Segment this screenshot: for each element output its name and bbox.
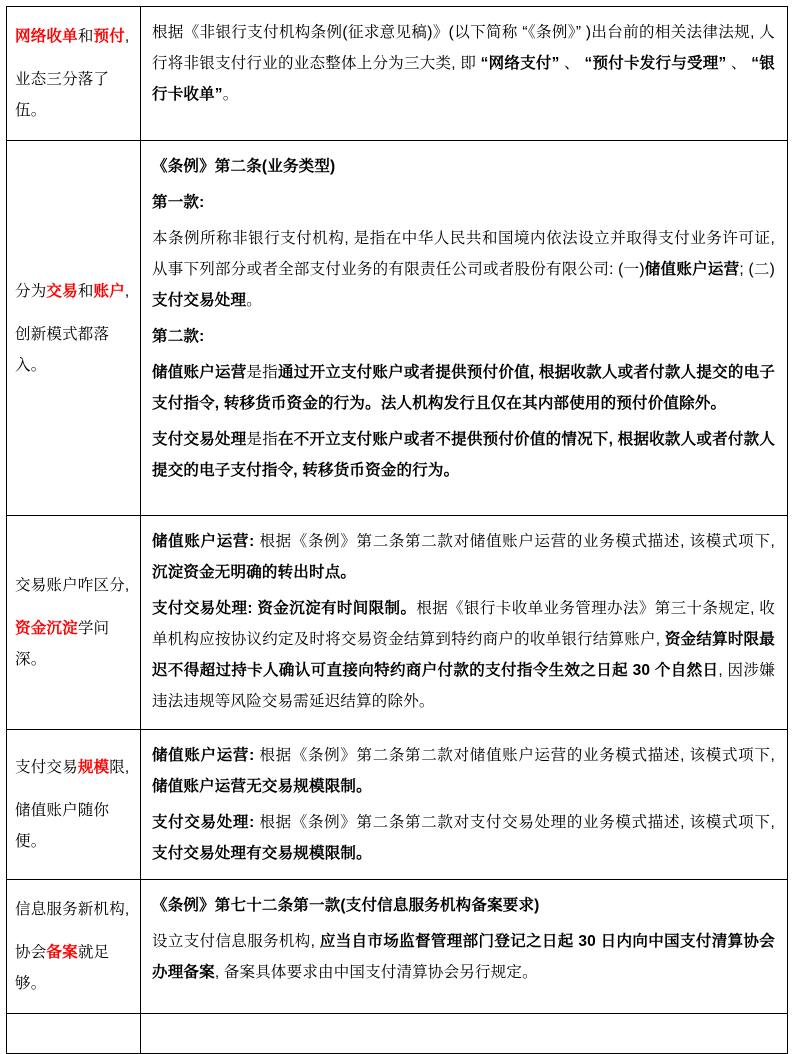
text-run: 信息服务新机构,	[15, 901, 130, 918]
text-run: ,	[124, 28, 130, 45]
text-run: 是指	[246, 431, 278, 448]
paragraph	[152, 151, 775, 182]
paragraph	[152, 807, 775, 869]
paragraph	[152, 593, 775, 717]
bold-text-run: 应当自市场监督管理部门登记之日起 30 日内向中国支付清算协会办理备案	[152, 933, 775, 981]
table-row	[7, 1014, 788, 1054]
explanation-cell	[141, 516, 788, 730]
paragraph	[15, 64, 134, 126]
highlight-red-text: 预付	[93, 28, 125, 45]
text-run: ; (二)	[739, 261, 775, 278]
text-run: 根据《银行卡收单业务管理办法》第三十条规定, 收单机构应按协议约定及时将交易资金结算到特约商户的收单银行结算账户,	[152, 600, 775, 648]
bold-text-run: 支付交易处理:	[152, 814, 255, 831]
text-run: 学问深。	[15, 620, 110, 668]
text-run: 分为	[15, 282, 47, 300]
mnemonic-cell	[7, 1014, 141, 1054]
text-run: 根据《条例》第二条第二款对支付交易处理的业务模式描述, 该模式项下,	[254, 814, 776, 831]
paragraph	[15, 21, 134, 52]
paragraph	[152, 424, 775, 486]
text-run: 创新模式都落入。	[15, 325, 110, 374]
text-run: 、	[559, 55, 585, 72]
highlight-red-text: 规模	[77, 759, 110, 776]
table-row	[7, 516, 788, 730]
text-run: 。	[222, 86, 239, 103]
text-run: 业态三分落了伍。	[15, 71, 110, 119]
highlight-red-text: 网络收单	[15, 28, 78, 45]
table-row	[7, 141, 788, 516]
content-table	[6, 6, 788, 1054]
bold-text-run: “网络支付”	[480, 55, 560, 72]
text-run: 、	[726, 55, 752, 72]
table-body	[7, 7, 788, 1054]
bold-text-run: 支付交易处理: 资金沉淀有时间限制。	[152, 600, 417, 617]
bold-text-run: 储值账户运营	[644, 261, 740, 278]
paragraph	[15, 752, 134, 783]
highlight-red-text: 账户	[93, 282, 125, 300]
paragraph	[152, 740, 775, 802]
explanation-cell	[141, 730, 788, 880]
text-run: 和	[77, 282, 94, 300]
paragraph	[15, 319, 134, 381]
mnemonic-cell	[7, 880, 141, 1014]
paragraph	[152, 321, 775, 352]
text-run: 限,	[109, 759, 130, 776]
text-run: 和	[77, 28, 94, 45]
paragraph	[15, 570, 134, 601]
explanation-cell	[141, 1014, 788, 1054]
mnemonic-cell	[7, 141, 141, 516]
text-run: 是指	[246, 364, 278, 381]
text-run: 支付交易	[15, 759, 78, 776]
paragraph	[152, 187, 775, 218]
mnemonic-cell	[7, 516, 141, 730]
bold-text-run: 储值账户运营:	[152, 533, 255, 550]
text-run: 储值账户随你便。	[15, 802, 110, 850]
text-run: 根据《条例》第二条第二款对储值账户运营的业务模式描述, 该模式项下,	[254, 533, 776, 550]
document-page	[6, 6, 787, 1054]
bold-text-run: 支付交易处理	[152, 431, 247, 448]
paragraph	[152, 223, 775, 316]
bold-text-run: 支付交易处理	[152, 292, 247, 309]
table-row	[7, 880, 788, 1014]
highlight-red-text: 资金沉淀	[15, 620, 78, 637]
bold-text-run: 《条例》第二条(业务类型)	[152, 158, 336, 175]
text-run: 。	[246, 292, 262, 309]
table-row	[7, 730, 788, 880]
paragraph	[152, 17, 775, 110]
paragraph	[15, 795, 134, 857]
bold-text-run: 储值账户运营	[152, 364, 247, 381]
paragraph	[152, 357, 775, 419]
bold-text-run: 第二款:	[152, 328, 205, 345]
paragraph	[152, 890, 775, 921]
paragraph	[15, 276, 134, 307]
text-run: 设立支付信息服务机构,	[152, 933, 320, 950]
text-run: ,	[124, 282, 130, 300]
bold-text-run: 资金结算时限最迟不得超过持卡人确认可直接向特约商户付款的支付指令生效之日起 30 个自然日	[152, 631, 776, 679]
bold-text-run: 储值账户运营:	[152, 747, 255, 764]
text-run: 本条例所称非银行支付机构, 是指在中华人民共和国境内依法设立并取得支付业务许可证, 从事下列部分或者全部支付业务的有限责任公司或者股份有限公司: (一)	[152, 230, 775, 278]
paragraph	[152, 926, 775, 988]
bold-text-run: 储值账户运营无交易规模限制。	[152, 778, 372, 795]
bold-text-run: 第一款:	[152, 194, 205, 211]
bold-text-run: “银行卡收单”	[152, 55, 775, 103]
explanation-cell	[141, 141, 788, 516]
text-run: , 因涉嫌违法违规等风险交易需延迟结算的除外。	[152, 662, 775, 710]
bold-text-run: 支付交易处理有交易规模限制。	[152, 845, 372, 862]
explanation-cell	[141, 880, 788, 1014]
bold-text-run: 通过开立支付账户或者提供预付价值, 根据收款人或者付款人提交的电子支付指令, 转移货币资金的行为。法人机构发行且仅在其内部使用的预付价值除外。	[152, 364, 776, 412]
paragraph	[152, 526, 775, 588]
table-row	[7, 7, 788, 141]
mnemonic-cell	[7, 730, 141, 880]
text-run: 交易账户咋区分,	[15, 577, 130, 594]
explanation-cell	[141, 7, 788, 141]
bold-text-run: 沉淀资金无明确的转出时点。	[152, 564, 357, 581]
bold-text-run: 《条例》第七十二条第一款(支付信息服务机构备案要求)	[152, 897, 540, 914]
highlight-red-text: 备案	[46, 944, 78, 961]
mnemonic-cell	[7, 7, 141, 141]
paragraph	[15, 613, 134, 675]
text-run: 根据《非银行支付机构条例(征求意见稿)》(以下简称 “《条例》” )出台前的相关法律法规, 人行将非银支付行业的业态整体上分为三大类, 即	[152, 24, 775, 72]
paragraph	[15, 894, 134, 925]
paragraph	[15, 937, 134, 999]
bold-text-run: “预付卡发行与受理”	[584, 55, 727, 72]
text-run: 协会	[15, 944, 47, 961]
text-run: 就足够。	[15, 944, 110, 992]
text-run: 根据《条例》第二条第二款对储值账户运营的业务模式描述, 该模式项下,	[254, 747, 776, 764]
text-run: , 备案具体要求由中国支付清算协会另行规定。	[214, 964, 538, 981]
highlight-red-text: 交易	[46, 282, 78, 300]
bold-text-run: 在不开立支付账户或者不提供预付价值的情况下, 根据收款人或者付款人提交的电子支付指令, 转移货币资金的行为。	[152, 431, 776, 479]
